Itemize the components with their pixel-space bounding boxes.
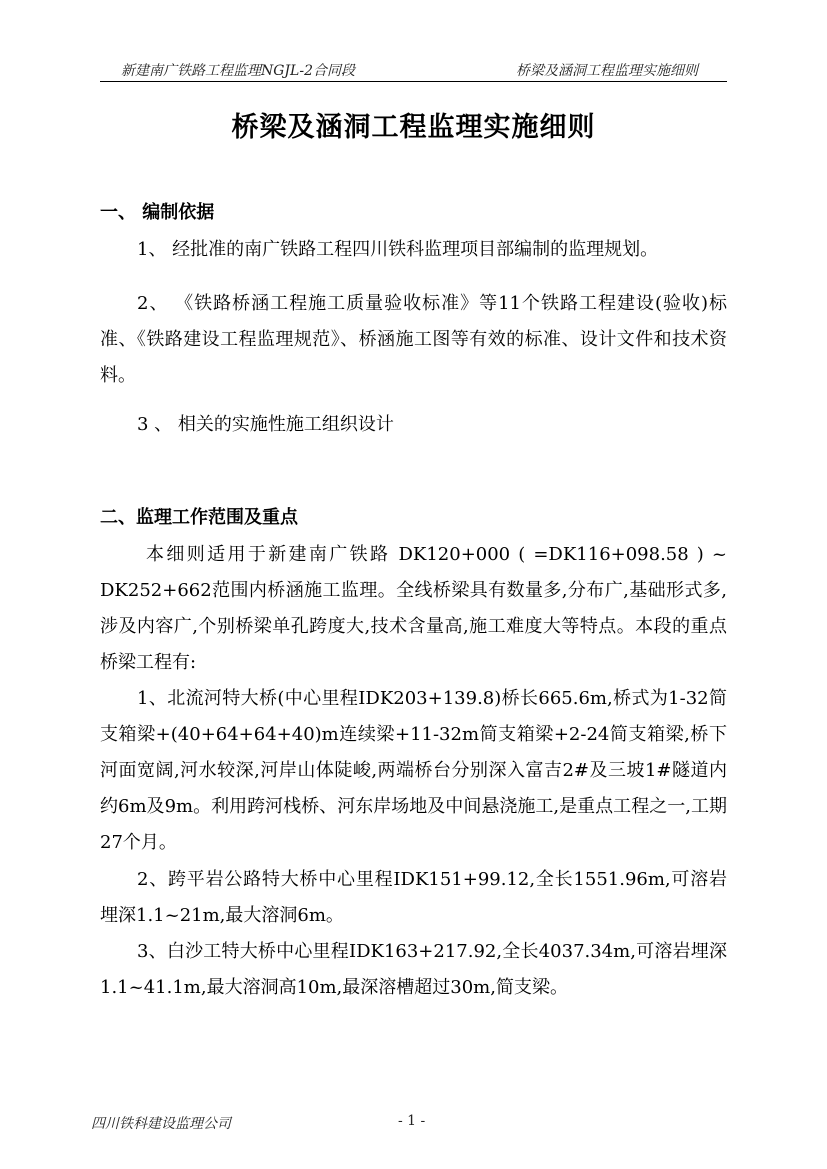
bridge-item-1: 1、北流河特大桥(中心里程IDK203+139.8)桥长665.6m,桥式为1-32简支箱梁+(40+64+64+40)m连续梁+11-32m简支箱梁+2-24简支箱梁,桥下河面宽阔,河水较深,河岸山体陡峻,两端桥台分别深入富吉2#及三坡1#隧道内约6m及9m。利用跨河栈桥、河东岸场地及中间悬浇施工,是重点工程之一,工期27个月。 bbox=[100, 688, 727, 853]
header-project-name: 新建南广铁路工程监理NGJL-2合同段 bbox=[121, 63, 355, 79]
basis-item-1: 1、 经批准的南广铁路工程四川铁科监理项目部编制的监理规划。 bbox=[137, 239, 659, 260]
header-document-name: 桥梁及涵洞工程监理实施细则 bbox=[516, 63, 698, 79]
section-heading-basis: 一、 编制依据 bbox=[100, 202, 215, 223]
section-heading-scope: 二、监理工作范围及重点 bbox=[100, 507, 298, 528]
scope-intro-paragraph: 本细则适用于新建南广铁路 DK120+000 ( =DK116+098.58 ) ~ DK252+662范围内桥涵施工监理。全线桥梁具有数量多,分布广,基础形式多,涉及内容广,个别桥梁单孔跨度大,技术含量高,施工难度大等特点。本段的重点桥梁工程有: bbox=[100, 544, 727, 673]
footer-company: 四川铁科建设监理公司 bbox=[91, 1116, 231, 1132]
footer-page-number: - 1 - bbox=[398, 1113, 426, 1129]
header-divider bbox=[100, 81, 727, 82]
basis-item-3: 3 、 相关的实施性施工组织设计 bbox=[137, 414, 394, 435]
bridge-item-2: 2、跨平岩公路特大桥中心里程IDK151+99.12,全长1551.96m,可溶岩埋深1.1~21m,最大溶洞6m。 bbox=[100, 869, 727, 926]
bridge-item-3: 3、白沙工特大桥中心里程IDK163+217.92,全长4037.34m,可溶岩埋深1.1~41.1m,最大溶洞高10m,最深溶槽超过30m,简支梁。 bbox=[100, 941, 727, 998]
document-title: 桥梁及涵洞工程监理实施细则 bbox=[231, 112, 596, 143]
basis-item-2: 2、 《铁路桥涵工程施工质量验收标准》等11个铁路工程建设(验收)标准、《铁路建设工程监理规范》、桥涵施工图等有效的标准、设计文件和技术资料。 bbox=[100, 293, 727, 386]
